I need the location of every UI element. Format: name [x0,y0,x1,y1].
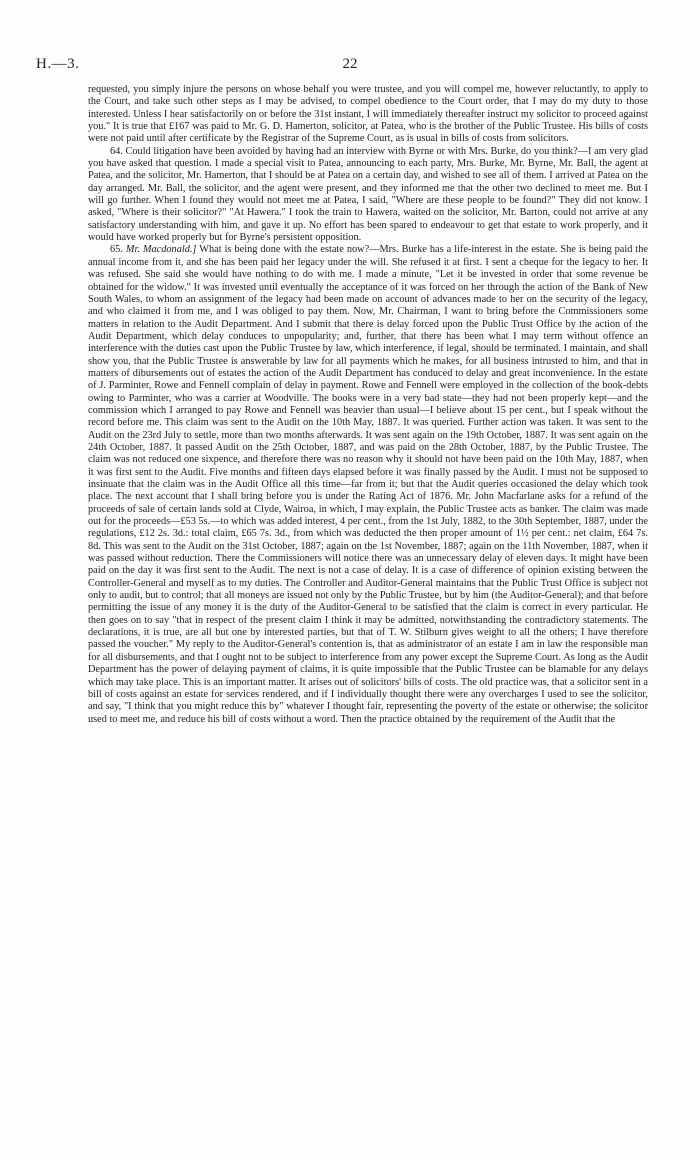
body-text [88,84,648,726]
speaker-label: Mr. Macdonald.] [125,244,197,256]
page-header [36,56,664,76]
paragraph-continuation: requested, you simply injure the persons on whose behalf you were trustee, and you will compel me, however reluctantly, to apply to the Court, and take such other steps as I may be advised, to compel obedience to the Court order, that I may do my duty to those interested. Unless I hear satisfactorily on or before the 31st instant, I will immediately thereafter instruct my solicitor to proceed against you." It is true that £167 was paid to Mr. G. D. Hamerton, solicitor, at Patea, who is the brother of the Public Trustee. His bills of costs were not paid until after certificate by the Registrar of the Supreme Court, as is usual in bills of costs from solicitors. [88,84,648,145]
page-number: 22 [342,56,358,72]
paragraph-text: What is being done with the estate now?—Mrs. Burke has a life-interest in the estate. She is being paid the annual income from it, and she has been paid her legacy under the will. She refused it at first. I sent a cheque for the legacy to her. It was refused. She said she would have nothing to do with me. I made a minute, "Let it be invested in order that some revenue be obtained for the widow." It was invested until eventually the acceptance of it was forced on her through the action of the Bank of New South Wales, to whom an assignment of the legacy had been made on account of advances made to her on the security of the legacy, and who claimed it from me, and I was obliged to pay them. Now, Mr. Chairman, I want to bring before the Commissioners some matters in relation to the Audit Department. And I submit that there is delay forced upon the Public Trust Office by the action of the Audit Department, which delay conduces to unpopularity; and, further, that there has been what I may term without offence an interference with the duties cast upon the Public Trustee by law, which interference, if legal, should be terminated. I maintain, and shall show you, that the Public Trustee is answerable by law for all payments which he makes, for all business intrusted to him, and that in matters of dibursements out of estates the action of the Audit Department has conduced to delay and great inconvenience. In the estate of J. Parminter, Rowe and Fennell complain of delay in payment. Rowe and Fennell were employed in the collection of the book-debts owing to Parminter, who was a carrier at Woodville. The books were in a very bad state—they had not been properly kept—and the commission which I arranged to pay Rowe and Fennell was heavier than usual—I believe about 15 per cent., but I speak without the record before me. This claim was sent to the Audit on the 10th May, 1887. It was queried. Further action was taken. It was sent to the Audit on the 23rd July to settle, more than two months afterwards. It was sent again on the 19th October, 1887. It was sent again on the 24th October, 1887. It passed Audit on the 25th October, 1887, and was paid on the 28th October, 1887, by the Public Trustee. The claim was not reduced one sixpence, and therefore there was no reason why it should not have been paid on the 10th May, 1887, when it was first sent to the Audit. Five months and fifteen days elapsed before it was finally passed by the Audit. I must not be supposed to insinuate that the claim was in the Audit Office all this time—far from it; but that the Audit queries occasioned the delay which took place. The next account that I shall bring before you is under the Rating Act of 1876. Mr. John Macfarlane asks for a refund of the proceeds of sale of certain lands sold at Clyde, Wairoa, in which, I may explain, the Public Trustee acts as banker. The claim was made out for the proceeds—£53 5s.—to which was added interest, 4 per cent., from the 1st July, 1882, to the 30th September, 1887, under the regulations, £12 2s. 3d.: total claim, £65 7s. 3d., from which was deducted the then proper amount of 1½ per cent.: net claim, £64 7s. 8d. This was sent to the Audit on the 31st October, 1887; again on the 1st November, 1887; again on the 11th November, 1887, when it was passed without reduction. There the Commissioners will notice there was an unnecessary delay of eleven days. It might have been paid on the day it was first sent to the Audit. The next is not a case of delay. It is a case of difference of opinion existing between the Controller-General and myself as to my duties. The Controller and Auditor-General maintains that the Public Trust Office is subject not only to audit, but to control; that all moneys are issued not only by the Public Trustee, but by him (the Auditor-General); and that before permitting the issue of any money it is the duty of the Auditor-General to be satisfied that the claim is correct in every particular. He then goes on to say "that in respect of the present claim I think it may be admitted, notwithstanding the contradictory statements. The declarations, it is true, are all but one by interested parties, but that of T. W. Stilburn gives weight to all the others; I have therefore passed the voucher." My reply to the Auditor-General's contention is, that as administrator of an estate I am in law the responsible man for all disbursements, and that I ought not to be subject to interference from any power except the Supreme Court. As long as the Audit Department has the power of delaying payment of claims, it is quite impossible that the Public Trustee can be blamable for any delays which may take place. This is an important matter. It arises out of solicitors' bills of costs. The old practice was, that a solicitor sent in a bill of costs against an estate for services rendered, and if I individually thought there were any overcharges I used to see the solicitor, and say, "I think that you might reduce this by" whatever I thought fair, representing the poverty of the estate or otherwise; the solicitor used to meet me, and reduce his bill of costs without a word. Then the practice obtained by the requirement of the Audit that the [88,244,648,725]
document-reference: H.—3. [36,56,80,72]
paragraph-question-65: 65. Mr. Macdonald.] What is being done with the estate now?—Mrs. Burke has a life-interest in the estate. She is being paid the annual income from it, and she has been paid her legacy under the will. She refused it at first. I sent a cheque for the legacy to her. It was refused. She said she would have nothing to do with me. I made a minute, "Let it be invested in order that some revenue be obtained for the widow." It was invested until eventually the acceptance of it was forced on her through the action of the Bank of New South Wales, to whom an assignment of the legacy had been made on account of advances made to her on the security of the legacy, and who claimed it from me, and I was obliged to pay them. Now, Mr. Chairman, I want to bring before the Commissioners some matters in relation to the Audit Department. And I submit that there is delay forced upon the Public Trust Office by the action of the Audit Department, which delay conduces to unpopularity; and, further, that there has been what I may term without offence an interference with the duties cast upon the Public Trustee by law, which interference, if legal, should be terminated. I maintain, and shall show you, that the Public Trustee is answerable by law for all payments which he makes, for all business intrusted to him, and that in matters of dibursements out of estates the action of the Audit Department has conduced to delay and great inconvenience. In the estate of J. Parminter, Rowe and Fennell complain of delay in payment. Rowe and Fennell were employed in the collection of the book-debts owing to Parminter, who was a carrier at Woodville. The books were in a very bad state—they had not been properly kept—and the commission which I arranged to pay Rowe and Fennell was heavier than usual—I believe about 15 per cent., but I speak without the record before me. This claim was sent to the Audit on the 10th May, 1887. It was queried. Further action was taken. It was sent to the Audit on the 23rd July to settle, more than two months afterwards. It was sent again on the 19th October, 1887. It was sent again on the 24th October, 1887. It passed Audit on the 25th October, 1887, and was paid on the 28th October, 1887, by the Public Trustee. The claim was not reduced one sixpence, and therefore there was no reason why it should not have been paid on the 10th May, 1887, when it was first sent to the Audit. Five months and fifteen days elapsed before it was finally passed by the Audit. I must not be supposed to insinuate that the claim was in the Audit Office all this time—far from it; but that the Audit queries occasioned the delay which took place. The next account that I shall bring before you is under the Rating Act of 1876. Mr. John Macfarlane asks for a refund of the proceeds of sale of certain lands sold at Clyde, Wairoa, in which, I may explain, the Public Trustee acts as banker. The claim was made out for the proceeds—£53 5s.—to which was added interest, 4 per cent., from the 1st July, 1882, to the 30th September, 1887, under the regulations, £12 2s. 3d.: total claim, £65 7s. 3d., from which was deducted the then proper amount of 1½ per cent.: net claim, £64 7s. 8d. This was sent to the Audit on the 31st October, 1887; again on the 1st November, 1887; again on the 11th November, 1887, when it was passed without reduction. There the Commissioners will notice there was an unnecessary delay of eleven days. It might have been paid on the day it was first sent to the Audit. The next is not a case of delay. It is a case of difference of opinion existing between the Controller-General and myself as to my duties. The Controller and Auditor-General maintains that the Public Trust Office is subject not only to audit, but to control; that all moneys are issued not only by the Public Trustee, but by him (the Auditor-General); and that before permitting the issue of any money it is the duty of the Auditor-General to be satisfied that the claim is correct in every particular. He then goes on to say "that in respect of the present claim I think it may be admitted, notwithstanding the contradictory statements. The declarations, it is true, are all but one by interested parties, but that of T. W. Stilburn gives weight to all the others; I have therefore passed the voucher." My reply to the Auditor-General's contention is, that as administrator of an estate I am in law the responsible man for all disbursements, and that I ought not to be subject to interference from any power except the Supreme Court. As long as the Audit Department has the power of delaying payment of claims, it is quite impossible that the Public Trustee can be blamable for any delays which may take place. This is an important matter. It arises out of solicitors' bills of costs. The old practice was, that a solicitor sent in a bill of costs against an estate for services rendered, and if I individually thought there were any overcharges I used to see the solicitor, and say, "I think that you might reduce this by" whatever I thought fair, representing the poverty of the estate or otherwise; the solicitor used to meet me, and reduce his bill of costs without a word. Then the practice obtained by the requirement of the Audit that the [88,244,648,725]
paragraph-question-64: 64. Could litigation have been avoided by having had an interview with Byrne or with Mrs. Burke, do you think?—I am very glad you have asked that question. I made a special visit to Patea, announcing to each party, Mrs. Burke, Mr. Byrne, Mr. Ball, the agent at Patea, and the solicitor, Mr. Hamerton, that I should be at Patea on a certain day, and wished to see all of them. I arrived at Patea on the day arranged. Mr. Ball, the solicitor, and the agent were present, and they informed me that the other two declined to meet me. But I will go further. When I found they would not meet me at Patea, I said, "Where are these people to be found?" They did not know. I asked, "Where is their solicitor?" "At Hawera." I took the train to Hawera, waited on the solicitor, Mr. Barton, could not arrive at any satisfactory understanding with him, and gave it up. No effort has been spared to endeavour to get that estate to work properly, and it would have worked properly but for Byrne's persistent opposition. [88,145,648,244]
